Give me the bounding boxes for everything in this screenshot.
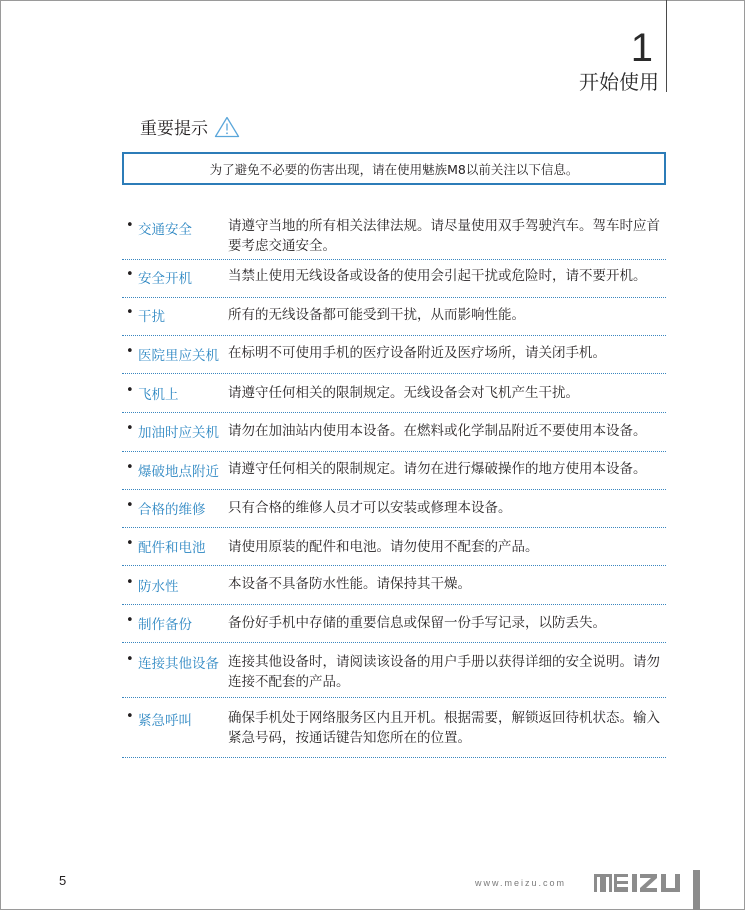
list-item xyxy=(122,413,666,452)
item-label: 爆破地点附近 xyxy=(138,464,219,480)
item-label: 安全开机 xyxy=(138,271,192,287)
bullet-icon: • xyxy=(126,498,134,513)
safety-list xyxy=(122,212,666,758)
item-label: 紧急呼叫 xyxy=(138,713,192,729)
list-item xyxy=(122,528,666,566)
list-item xyxy=(122,643,666,698)
item-text: 当禁止使用无线设备或设备的使用会引起干扰或危险时，请不要开机。 xyxy=(228,268,647,284)
bullet-icon: • xyxy=(126,460,134,475)
item-label: 制作备份 xyxy=(138,617,192,633)
section-title: 重要提示 xyxy=(140,119,208,139)
bullet-icon: • xyxy=(126,344,134,359)
list-item xyxy=(122,212,666,260)
item-text: 在标明不可使用手机的医疗设备附近及医疗场所，请关闭手机。 xyxy=(228,345,606,361)
bullet-icon: • xyxy=(126,613,134,628)
item-text: 请勿在加油站内使用本设备。在燃料或化学制品附近不要使用本设备。 xyxy=(228,423,647,439)
meizu-logo xyxy=(594,871,686,895)
bullet-icon: • xyxy=(126,267,134,282)
chapter-title: 开始使用 xyxy=(579,70,659,94)
item-label: 合格的维修 xyxy=(138,502,206,518)
item-text: 连接其他设备时，请阅读该设备的用户手册以获得详细的安全说明。请勿连接不配套的产品。 xyxy=(228,654,660,690)
footer-bar xyxy=(693,870,700,910)
item-text: 请使用原装的配件和电池。请勿使用不配套的产品。 xyxy=(228,539,539,555)
warning-triangle-icon xyxy=(214,116,240,138)
item-label: 飞机上 xyxy=(138,387,179,403)
bullet-icon: • xyxy=(126,383,134,398)
item-label: 防水性 xyxy=(138,579,179,595)
bullet-icon: • xyxy=(126,536,134,551)
item-text: 请遵守任何相关的限制规定。无线设备会对飞机产生干扰。 xyxy=(228,385,579,401)
item-label: 干扰 xyxy=(138,309,165,325)
bullet-icon: • xyxy=(126,709,134,724)
notice-text: 为了避免不必要的伤害出现，请在使用魅族M8以前关注以下信息。 xyxy=(209,161,579,177)
item-label: 配件和电池 xyxy=(138,540,206,556)
list-item xyxy=(122,566,666,605)
bullet-icon: • xyxy=(126,652,134,667)
item-text: 所有的无线设备都可能受到干扰，从而影响性能。 xyxy=(228,307,525,323)
section-heading xyxy=(140,114,240,139)
list-item xyxy=(122,298,666,336)
chapter-rule xyxy=(666,0,667,92)
list-item xyxy=(122,374,666,413)
list-item xyxy=(122,605,666,643)
notice-box xyxy=(122,152,666,185)
chapter-number: 1 xyxy=(630,26,653,70)
list-item xyxy=(122,260,666,298)
item-text: 请遵守当地的所有相关法律法规。请尽量使用双手驾驶汽车。驾车时应首要考虑交通安全。 xyxy=(228,218,660,254)
bullet-icon: • xyxy=(126,421,134,436)
item-text: 本设备不具备防水性能。请保持其干燥。 xyxy=(228,576,471,592)
item-label: 加油时应关机 xyxy=(138,425,219,441)
item-text: 请遵守任何相关的限制规定。请勿在进行爆破操作的地方使用本设备。 xyxy=(228,461,647,477)
bullet-icon: • xyxy=(126,575,134,590)
item-label: 连接其他设备 xyxy=(138,656,219,672)
bullet-icon: • xyxy=(126,305,134,320)
page-number: 5 xyxy=(59,873,67,888)
item-label: 医院里应关机 xyxy=(138,348,219,364)
list-item xyxy=(122,698,666,758)
item-text: 只有合格的维修人员才可以安装或修理本设备。 xyxy=(228,500,512,516)
bullet-icon: • xyxy=(126,218,134,233)
list-item xyxy=(122,336,666,374)
list-item xyxy=(122,452,666,490)
website-url: www.meizu.com xyxy=(475,878,567,888)
item-text: 确保手机处于网络服务区内且开机。根据需要，解锁返回待机状态。输入紧急号码，按通话键告知您所在的位置。 xyxy=(228,710,660,746)
item-label: 交通安全 xyxy=(138,222,192,238)
list-item xyxy=(122,490,666,528)
item-text: 备份好手机中存储的重要信息或保留一份手写记录，以防丢失。 xyxy=(228,615,606,631)
